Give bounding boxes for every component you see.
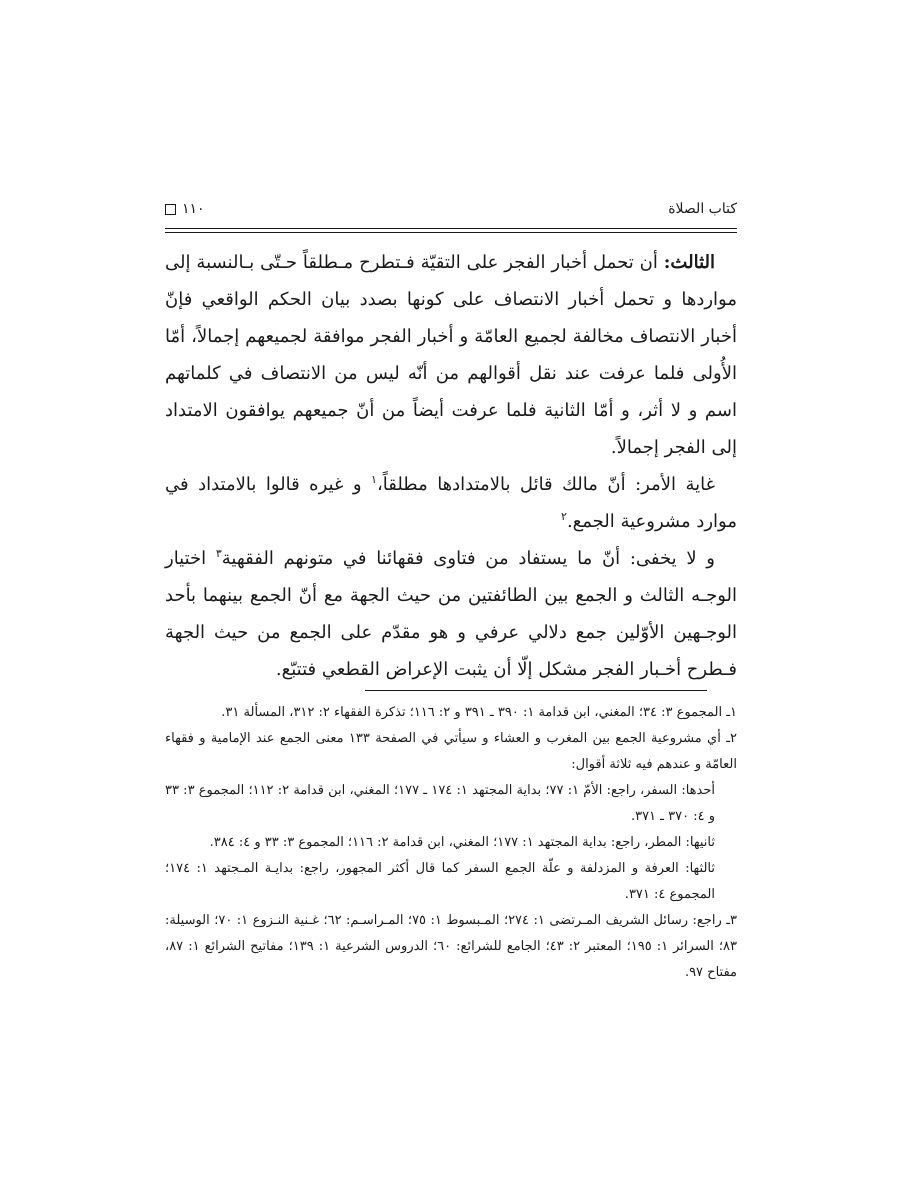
page-header — [165, 196, 737, 222]
footnote-ref-1: ١ — [371, 473, 377, 486]
square-icon — [165, 204, 176, 215]
footnotes — [165, 700, 737, 986]
paragraph-3 — [165, 540, 737, 688]
paragraph-2-text-b: و غيره قالوا بالامتداد في موارد مشروعية الجمع. — [165, 474, 737, 532]
footnote-2-item-3: ثالثها: العرفة و المزدلفة و علّة الجمع السفر كما قال أكثر المجهور، راجع: بدايـة المـجتهد ١: ١٧٤؛ المجموع ٤: ٣٧١. — [165, 861, 715, 902]
paragraph-2 — [165, 466, 737, 540]
page-number-text: ١١٠ — [182, 201, 205, 217]
paragraph-2-text-a: غاية الأمر: أنّ مالك قائل بالامتدادها مطلقاً، — [376, 474, 715, 495]
header-rule-thin — [165, 232, 737, 233]
running-title: كتاب الصلاة — [668, 201, 737, 217]
paragraph-1 — [165, 244, 737, 466]
footnote-2-item-1: أحدها: السفر، راجع: الأمّ ١: ٧٧؛ بداية المجتهد ١: ١٧٤ ـ ١٧٧؛ المغني، ابن قدامة ٢: ١١٢؛ المجموع ٣: ٣٣ و ٤: ٣٧٠ ـ ٣٧١. — [165, 783, 715, 824]
footnote-ref-2: ٢ — [561, 510, 567, 523]
paragraph-1-lead: الثالث: — [663, 252, 715, 273]
footnote-ref-3: ٣ — [215, 547, 222, 560]
footnote-1: ١ـ المجموع ٣: ٣٤؛ المغني، ابن قدامة ١: ٣٩٠ ـ ٣٩١ و ٢: ١١٦؛ تذكرة الفقهاء ٢: ٣١٢، المسألة ٣١. — [221, 705, 737, 720]
paragraph-1-text: أن تحمل أخبار الفجر على التقيّة فـتطرح مـطلقاً حـتّى بـالنسبة إلى مواردها و تحمل أخبار الانتصاف على كونها بصدد بيان الحكم الواقعي فإنّ أخبار الانتصاف مخالفة لجميع العامّة و أخبار الفجر موافقة لجميعهم إجمالاً، أمّا الأُولى فلما عرفت عند نقل أقوالهم من أنّه ليس من الانتصاف في كلماتهم اسم و لا أثر، و أمّا الثانية فلما عرفت أيضاً من أنّ جميعهم يوافقون الامتداد إلى الفجر إجمالاً. — [165, 252, 737, 458]
main-text — [165, 244, 737, 688]
footnote-2: ٢ـ أي مشروعية الجمع بين المغرب و العشاء و سيأتي في الصفحة ١٣٣ معنى الجمع عند الإمامية و فقهاء العامّة و عندهم فيه ثلاثة أقوال: — [165, 731, 737, 772]
page-number — [165, 196, 205, 222]
header-rule-thick — [165, 228, 737, 229]
footnote-separator — [365, 690, 707, 691]
footnote-2-item-2: ثانيها: المطر، راجع: بداية المجتهد ١: ١٧٧؛ المغني، ابن قدامة ٢: ١١٦؛ المجموع ٣: ٣٣ و ٤: ٣٨٤. — [209, 835, 715, 850]
footnote-3: ٣ـ راجع: رسائل الشريف المـرتضى ١: ٢٧٤؛ المـبسوط ١: ٧٥؛ المـراسـم: ٦٢؛ غـنية النـزوع ١: ٧٠؛ الوسيلة: ٨٣؛ السرائر ١: ١٩٥؛ المعتبر ٢: ٤٣؛ الجامع للشرائع: ٦٠؛ الدروس الشرعية ١: ١٣٩؛ مفاتيح الشرائع ١: ٨٧، مفتاح ٩٧. — [165, 913, 738, 980]
paragraph-3-text-b: اختيار الوجـه الثالث و الجمع بين الطائفتين من حيث الجهة مع أنّ الجمع بينهما بأحد الوجـهين الأوّلين جمع دلالي عرفي و هو مقدّم على الجمع من حيث الجهة فـطرح أخـبار الفجر مشكل إلّا أن يثبت الإعراض القطعي فتتبّع. — [165, 548, 737, 680]
paragraph-3-text-a: و لا يخفى: أنّ ما يستفاد من فتاوى فقهائنا في متونهم الفقهية — [221, 548, 715, 569]
